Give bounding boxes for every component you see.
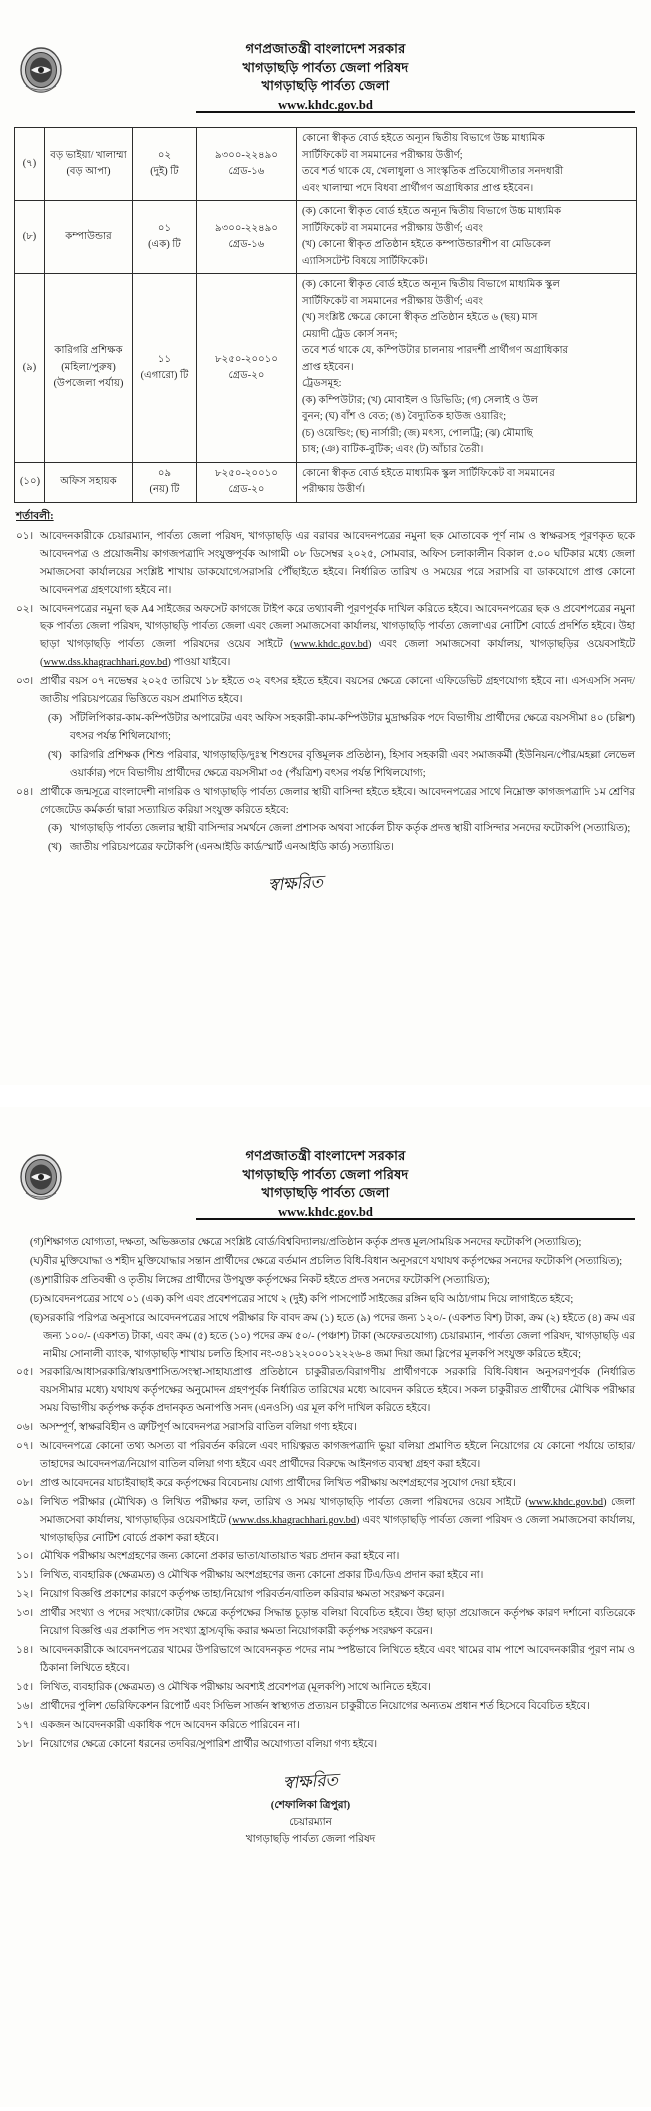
condition-number: ০৯।	[16, 1496, 34, 1508]
govt-title-line-2: খাগড়াছড়ি পার্বত্য জেলা পরিষদ	[242, 59, 409, 75]
conditions-sublist-page-2	[0, 1234, 651, 1363]
condition-number: ১৪।	[16, 1645, 34, 1657]
row-post-name: অফিস সহায়ক	[45, 462, 133, 502]
subitem-text: সরকারি পরিপত্র অনুসারে আবেদনপত্রের সাথে পরীক্ষার ফি বাবদ ক্রম (১) হতে (৯) পদের জন্য ১২০/- (একশত বিশ) টাকা, ক্রম (২) হইতে (৪) ক্রম এর জন্য ১০০/- (একশত) টাকা, এবং ক্রম (৫) হতে (১০) পদের ক্রম ৫০/- (পঞ্চাশ) টাকা (অফেরতযোগ্য) চেয়ারম্যান, পার্বত্য জেলা পরিষদ, খাগড়াছড়ি এর নামীয় সোনালী ব্যাংক, খাগড়াছড়ি শাখায় চলতি হিসাব নং-৩৪১২২০০০১২২২৬-৪ জমা দিয়া জমা স্লিপের মূলকপি সংযুক্ত করিতে হইবে;	[43, 1312, 635, 1360]
qualification-line: (খ) সংশ্লিষ্ট ক্ষেত্রে কোনো স্বীকৃত প্রতিষ্ঠান হইতে ৬ (ছয়) মাস	[302, 312, 538, 324]
row-serial: (৯)	[15, 274, 45, 463]
subitem-text: কারিগরি প্রশিক্ষক (শিশু পরিবার, খাগড়াছড়ি/দুঃস্থ শিশুদের বৃত্তিমূলক প্রতিষ্ঠান), হিসাব সহকারী এবং সমাজকর্মী (ইউনিয়ন/পৌর/মহল্লা লেভেল ওয়ার্কার) পদে বিভাগীয় প্রার্থীদের ক্ষেত্রে বয়সসীমা ৩৫ (পঁয়ত্রিশ) বৎসর পর্যন্ত শিথিলযোগ্য;	[70, 749, 635, 779]
condition-text: লিখিত, ব্যবহারিক (ক্ষেত্রমত) ও মৌখিক পরীক্ষায় অংশগ্রহণের জন্য কোনো প্রকার টিএ/ডিএ প্রদান করা হইবে না।	[40, 1570, 484, 1582]
condition-number: ০৩।	[16, 676, 34, 688]
website-link[interactable]: www.dss.khagrachhari.gov.bd	[232, 1514, 356, 1526]
condition-item	[16, 1717, 635, 1735]
condition-text: প্রাপ্ত আবেদনের যাচাইবাছাই করে কর্তৃপক্ষের বিবেচনায় যোগ্য প্রার্থীদের লিখিত পরীক্ষায় অংশগ্রহণের সুযোগ দেয়া হইবে।	[40, 1477, 516, 1489]
qualification-line: পরীক্ষায় উত্তীর্ণ।	[302, 484, 366, 496]
row-post-name: বড় ভাইয়া/ খালাম্মা (বড় আপা)	[45, 128, 133, 201]
job-positions-table	[14, 127, 637, 503]
govt-title-line-1: গণপ্রজাতন্ত্রী বাংলাদেশ সরকার	[245, 41, 406, 56]
condition-item	[16, 1736, 635, 1754]
govt-title-line-3-p2: খাগড়াছড়ি পার্বত্য জেলা	[261, 1185, 390, 1201]
condition-number: ১১।	[16, 1570, 34, 1582]
subitem-label: (ছ)	[30, 1312, 44, 1324]
qualification-line: (ক) কোনো স্বীকৃত বোর্ড হইতে অন্যূন দ্বিতীয় বিভাগে মাধ্যমিক স্কুল	[302, 279, 560, 291]
table-row	[15, 201, 637, 274]
row-vacancy-count: ০২ (দুই) টি	[133, 128, 197, 201]
condition-number: ০৫।	[16, 1367, 34, 1379]
qualification-line: ট্রেডসমূহ:	[302, 378, 342, 390]
row-pay-scale: ৯৩০০-২২৪৯০ গ্রেড-১৬	[197, 128, 297, 201]
condition-text: নিয়োগের ক্ষেত্রে কোনো ধরনের তদবির/সুপারিশ প্রার্থীর অযোগ্যতা বলিয়া গণ্য হইবে।	[40, 1738, 378, 1750]
signature-mark: স্বাক্ষরিত	[267, 872, 324, 897]
bangladesh-govt-seal-icon	[18, 46, 64, 98]
subitem-label: (খ)	[48, 842, 62, 854]
condition-subitem-row	[16, 1253, 635, 1271]
condition-item	[16, 1679, 635, 1697]
conditions-list-page-2	[0, 1364, 651, 1753]
qualification-line: কোনো স্বীকৃত বোর্ড হইতে মাধ্যমিক স্কুল সার্টিফিকেট বা সমমানের	[302, 467, 555, 479]
row-post-name: কম্পাউন্ডার	[45, 201, 133, 274]
condition-number: ১৩।	[16, 1608, 34, 1620]
condition-subitem	[40, 820, 635, 838]
website-link[interactable]: www.khdc.gov.bd	[293, 639, 368, 651]
row-post-name: কারিগরি প্রশিক্ষক (মহিলা/পুরুষ) (উপজেলা পর্যায়)	[45, 274, 133, 463]
qualification-line: (ক) কম্পিউটার; (খ) মোবাইল ও ডিভিডি; (গ) সেলাই ও উল	[302, 394, 539, 406]
row-pay-scale: ৯৩০০-২২৪৯০ গ্রেড-১৬	[197, 201, 297, 274]
condition-item	[16, 673, 635, 782]
condition-text: প্রার্থীর সংখ্যা ও পদের সংখ্যা/কোটার ক্ষেত্রে কর্তৃপক্ষের সিদ্ধান্ত চূড়ান্ত বলিয়া বিবেচিত হইবে। উহা ছাড়া প্রয়োজনে কর্তৃপক্ষ কারণ দর্শানো ব্যতিরেকে নিয়োগ বিজ্ঞপ্তি এর প্রকাশিত পদ সংখ্যা হ্রাস/বৃদ্ধি করার ক্ষমতা নিয়োগকারী কর্তৃপক্ষ সংরক্ষণ করেন।	[40, 1608, 635, 1638]
condition-text: মৌখিক পরীক্ষায় অংশগ্রহণের জন্য কোনো প্রকার ভাতা/যাতায়াত খরচ প্রদান করা হইবে না।	[40, 1551, 400, 1563]
condition-number: ০২।	[16, 603, 34, 615]
qualification-line: (ক) কোনো স্বীকৃত বোর্ড হইতে অন্যূন দ্বিতীয় বিভাগে উচ্চ মাধ্যমিক	[302, 206, 562, 218]
condition-number: ১৭।	[16, 1719, 34, 1731]
conditions-heading: শর্তাবলী:	[16, 510, 54, 522]
condition-subitem	[40, 710, 635, 746]
letterhead-page-2	[0, 1107, 651, 1222]
row-qualification	[297, 274, 637, 463]
condition-text: লিখিত, ব্যবহারিক (ক্ষেত্রমত) ও মৌখিক পরীক্ষায় অবশ্যই প্রবেশপত্র (মূলকপি) সাথে আনিতে হইবে।	[40, 1681, 431, 1693]
qualification-line: (চ) ওয়েল্ডিং; (ছ) নার্সারী; (জ) মৎস্য, পোলট্রি; (ঝ) মৌমাছি	[302, 427, 533, 439]
row-serial: (১০)	[15, 462, 45, 502]
row-vacancy-count: ০৯ (নয়) টি	[133, 462, 197, 502]
condition-subitem-row	[16, 1234, 635, 1252]
qualification-line: চাষ; (ঞ) বাটিক-বুটিক; এবং (ট) আঁচার তৈরী।	[302, 444, 484, 456]
qualification-line: তবে শর্ত থাকে যে, খেলাধুলা ও সাংস্কৃতিক প্রতিযোগীতার সনদধারী	[302, 166, 564, 178]
row-qualification	[297, 462, 637, 502]
condition-item	[16, 1438, 635, 1474]
condition-text: প্রার্থীকে জন্মসূত্রে বাংলাদেশী নাগরিক ও খাগড়াছড়ি পার্বত্য জেলার স্থায়ী বাসিন্দা হইতে হইবে। আবেদনপত্রের সাথে নিম্নোক্ত কাগজপত্রাদি ১ম শ্রেণির গেজেটেড কর্মকর্তা দ্বারা সত্যায়িত করিয়া সংযুক্ত করিতে হইবে: (ক) খাগড়াছড়ি পার্বত্য জেলার স্থায়ী বাসিন্দার সমর্থনে জেলা প্রশাসক অথবা সার্কেল চীফ কর্তৃক প্রদত্ত স্থায়ী বাসিন্দার সনদের ফটোকপি (সত্যায়িত); (খ) জাতীয় পরিচয়পত্রের ফটোকপি (এনআইডি কার্ড/স্মার্ট এনআইডি কার্ড) সত্যায়িত।	[40, 784, 635, 858]
qualification-line: সার্টিফিকেট বা সমমানের পরীক্ষায় উত্তীর্ণ; এবং	[302, 295, 483, 307]
qualification-line: সার্টিফিকেট বা সমমানের পরীক্ষায় উত্তীর্ণ; এবং	[302, 222, 483, 234]
conditions-list-page-1	[0, 528, 651, 857]
subitem-label: (ক)	[48, 712, 63, 724]
condition-subitem-row	[16, 1272, 635, 1290]
condition-subitem-row	[16, 1291, 635, 1309]
subitem-text: জাতীয় পরিচয়পত্রের ফটোকপি (এনআইডি কার্ড/স্মার্ট এনআইডি কার্ড) সত্যায়িত।	[70, 842, 394, 854]
condition-item	[16, 1548, 635, 1566]
letterhead-page-1	[0, 0, 651, 115]
subitem-text: আবেদনপত্রের সাথে ০১ (এক) কপি এবং প্রবেশপত্রের সাথে ২ (দুই) কপি পাসপোর্ট সাইজের রঙ্গিন ছবি আঠা/গাম দিয়ে লাগাইতে হইবে;	[42, 1293, 574, 1305]
qualification-line: (খ) কোনো স্বীকৃত প্রতিষ্ঠান হইতে কম্পাউন্ডারশীপ বা মেডিকেল	[302, 239, 551, 251]
subitem-label: (গ)	[30, 1237, 44, 1249]
table-row	[15, 128, 637, 201]
condition-number: ১০।	[16, 1551, 34, 1563]
row-qualification	[297, 201, 637, 274]
page-1-signature	[0, 871, 651, 899]
subitem-label: (ক)	[48, 823, 63, 835]
condition-number: ০৮।	[16, 1477, 34, 1489]
condition-text: আবেদনপত্রে কোনো তথ্য অসত্য বা পরিবর্তন করিলে এবং দায়িত্বরত কাগজপত্রাদি ভুয়া বলিয়া প্রমাণিত হইলে নিয়োগের যে কোনো পর্যায়ে তাহার/তাহাদের আবেদনপত্র/নিয়োগ বাতিল বলিয়া গণ্য হইবে এবং প্রার্থীদের বিরুদ্ধে আইনগত ব্যবস্থা গ্রহণ করা হইবে।	[40, 1441, 635, 1470]
condition-number: ১৮।	[16, 1738, 34, 1750]
govt-title-line-2-p2: খাগড়াছড়ি পার্বত্য জেলা পরিষদ	[242, 1166, 409, 1182]
page-separator	[0, 1085, 651, 1107]
condition-subitem	[40, 839, 635, 857]
condition-item	[16, 1475, 635, 1493]
condition-subitem	[40, 747, 635, 783]
condition-number: ১৬।	[16, 1700, 34, 1712]
qualification-line: এ্যাসিসটেন্ট বিষয়ে সার্টিফিকেট।	[302, 255, 429, 267]
row-qualification	[297, 128, 637, 201]
condition-text: আবেদনকারীকে চেয়ারম্যান, পার্বত্য জেলা পরিষদ, খাগড়াছড়ি এর বরাবর আবেদনপত্রের নমুনা ছক মোতাবেক পূর্ণ নাম ও স্বাক্ষরসহ পূরণকৃত ছকে আবেদনপত্র ও প্রয়োজনীয় কাগজপত্রাদি সংযুক্তপূর্বক আগামী ০৮ ডিসেম্বর ২০২৫, সোমবার, অফিস চলাকালীন বিকাল ৫.০০ ঘটিকার মধ্যে জেলা সমাজসেবা কার্যালয়ের সংশ্লিষ্ট শাখায় ডাকযোগে/সরাসরি পৌঁছাইতে হইবে। নির্ধারিত তারিখ ও সময়ের পরে সরাসরি বা ডাকযোগে প্রাপ্ত কোনো আবেদনপত্র গ্রহণযোগ্য হইবে না।	[40, 530, 635, 596]
govt-title-line-3: খাগড়াছড়ি পার্বত্য জেলা	[261, 78, 390, 94]
website-link[interactable]: www.dss.khagrachhari.gov.bd	[43, 657, 168, 669]
condition-number: ১৫।	[16, 1681, 34, 1693]
condition-item	[16, 1586, 635, 1604]
subitem-text: খাগড়াছড়ি পার্বত্য জেলার স্থায়ী বাসিন্দার সমর্থনে জেলা প্রশাসক অথবা সার্কেল চীফ কর্তৃক প্রদত্ত স্থায়ী বাসিন্দার সনদের ফটোকপি (সত্যায়িত);	[70, 823, 631, 835]
condition-number: ১২।	[16, 1589, 34, 1601]
condition-item	[16, 784, 635, 858]
signatory-organization: খাগড়াছড়ি পার্বত্য জেলা পরিষদ	[245, 1834, 376, 1846]
condition-item	[16, 1698, 635, 1716]
table-row	[15, 462, 637, 502]
condition-text: অসম্পূর্ণ, স্বাক্ষরবিহীন ও ত্রুটিপূর্ণ আবেদনপত্র সরাসরি বাতিল বলিয়া গণ্য হইবে।	[40, 1422, 357, 1434]
table-row	[15, 274, 637, 463]
condition-text: সরকারি/আধাসরকারি/স্বায়ত্তশাসিত/সংস্থা-সাহায্যপ্রাপ্ত প্রতিষ্ঠানে চাকুরীরত/বিরাগণীয় প্রার্থীগণকে সরকারি বিধি-বিধান অনুসরণপূর্বক (নির্ধারিত বয়সসীমার মধ্যে) যথাযথ কর্তৃপক্ষের অনুমোদন গ্রহণপূর্বক নির্ধারিত তারিখের মধ্যে আবেদন করিতে হইবে। সকল চাকুরীরত প্রার্থীদের মৌখিক পরীক্ষার সময় বিভাগীয় কর্তৃপক্ষ কর্তৃক প্রদানকৃত অনাপত্তি সনদ (এনওসি) এর মূল কপি দাখিল করিতে হইবে।	[40, 1367, 635, 1415]
subitem-label: (ঙ)	[30, 1274, 45, 1286]
subitem-label: (খ)	[48, 749, 62, 761]
row-vacancy-count: ০১ (এক) টি	[133, 201, 197, 274]
govt-title-line-1-p2: গণপ্রজাতন্ত্রী বাংলাদেশ সরকার	[245, 1148, 406, 1163]
subitem-text: শিক্ষাগত যোগ্যতা, দক্ষতা, অভিজ্ঞতার ক্ষেত্রে সংশ্লিষ্ট বোর্ড/বিশ্ববিদ্যালয়/প্রতিষ্ঠান কর্তৃক প্রদত্ত মূল/সাময়িক সনদের ফটোকপি (সত্যায়িত);	[43, 1237, 582, 1249]
condition-item	[16, 1567, 635, 1585]
condition-item	[16, 1642, 635, 1678]
subitem-text: বীর মুক্তিযোদ্ধা ও শহীদ মুক্তিযোদ্ধার সন্তান প্রার্থীদের ক্ষেত্রে বর্তমান প্রচলিত বিধি-বিধান অনুসরণে যথাযথ কর্তৃপক্ষের সনদের ফটোকপি (সত্যায়িত);	[43, 1255, 623, 1267]
condition-item	[16, 601, 635, 673]
page-2-signature-block	[0, 1769, 651, 1849]
condition-text: নিয়োগ বিজ্ঞপ্তি প্রকাশের কারণে কর্তৃপক্ষ তাহা/নিয়োগ পরিবর্তন/বাতিল করিবার ক্ষমতা সংরক্ষণ করেন।	[40, 1589, 445, 1601]
subitem-text: শারীরিক প্রতিবন্ধী ও তৃতীয় লিঙ্গের প্রার্থীদের উপযুক্ত কর্তৃপক্ষের নিকট হইতে প্রদত্ত সনদের ফটোকপি (সত্যায়িত);	[44, 1274, 490, 1286]
condition-number: ০৭।	[16, 1441, 34, 1453]
qualification-line: কোনো স্বীকৃত বোর্ড হইতে অন্যূন দ্বিতীয় বিভাগে উচ্চ মাধ্যমিক	[302, 133, 545, 145]
condition-text: প্রার্থীর বয়স ০৭ নভেম্বর ২০২৫ তারিখে ১৮ হইতে ৩২ বৎসর হইতে হইবে। বয়সের ক্ষেত্রে কোনো এফিডেভিট গ্রহণযোগ্য হইবে না। এসএসসি সনদ/জাতীয় পরিচয়পত্রের ভিত্তিতে বয়স প্রমাণিত হইবে। (ক) সাঁটলিপিকার-কাম-কম্পিউটার অপারেটর এবং অফিস সহকারী-কাম-কম্পিউটার মুদ্রাক্ষরিক পদে বিভাগীয় প্রার্থীদের ক্ষেত্রে বয়সসীমা ৪০ (চল্লিশ) বৎসর পর্যন্ত শিথিলযোগ্য; (খ) কারিগরি প্রশিক্ষক (শিশু পরিবার, খাগড়াছড়ি/দুঃস্থ শিশুদের বৃত্তিমূলক প্রতিষ্ঠান), হিসাব সহকারী এবং সমাজকর্মী (ইউনিয়ন/পৌর/মহল্লা লেভেল ওয়ার্কার) পদে বিভাগীয় প্রার্থীদের ক্ষেত্রে বয়সসীমা ৩৫ (পঁয়ত্রিশ) বৎসর পর্যন্ত শিথিলযোগ্য;	[40, 673, 635, 782]
qualification-line: বুনন; (ঘ) বাঁশ ও বেত; (ঙ) বৈদ্যুতিক হাউজ ওয়ারিং;	[302, 411, 507, 423]
condition-text: লিখিত পরীক্ষার (মৌখিক) ও লিখিত পরীক্ষার ফল, তারিখ ও সময় খাগড়াছড়ি পার্বত্য জেলা পরিষদের ওয়েব সাইটে (www.khdc.gov.bd) জেলা সমাজসেবা কার্যালয়, খাগড়াছড়ির ওয়েবসাইটে (www.dss.khagrachhari.gov.bd) এবং খাগড়াছড়ি পার্বত্য জেলা পরিষদ ও জেলা সমাজসেবা কার্যালয়, খাগড়াছড়ির নোটিশ বোর্ডে প্রকাশ করা হইবে।	[40, 1496, 635, 1544]
website-url-p2: www.khdc.gov.bd	[278, 1205, 373, 1220]
signatory-role: চেয়ারম্যান	[289, 1817, 332, 1829]
qualification-line: প্রাপ্ত হইবেন।	[302, 361, 354, 373]
condition-number: ০৬।	[16, 1422, 34, 1434]
condition-subitem-row	[16, 1310, 635, 1364]
signature-mark-footer: স্বাক্ষরিত	[282, 1770, 339, 1795]
document-page-2	[0, 1107, 651, 2107]
signatory-name: (শেফালিকা ত্রিপুরা)	[270, 1800, 351, 1812]
website-url: www.khdc.gov.bd	[278, 98, 373, 113]
condition-number: ০৪।	[16, 786, 34, 798]
qualification-line: এবং খালাম্মা পদে বিধবা প্রার্থীগণ অগ্রাধিকার প্রাপ্ত হইবেন।	[302, 182, 534, 194]
job-table-body	[15, 128, 637, 503]
condition-text: একজন আবেদনকারী একাধিক পদে আবেদন করিতে পারিবেন না।	[40, 1719, 300, 1731]
subitem-label: (ঘ)	[30, 1255, 44, 1267]
qualification-line: সার্টিফিকেট বা সমমানের পরীক্ষায় উত্তীর্ণ;	[302, 149, 463, 161]
condition-number: ০১।	[16, 530, 34, 542]
website-link[interactable]: www.khdc.gov.bd	[528, 1496, 604, 1508]
condition-item	[16, 1364, 635, 1418]
qualification-line: মেয়াদী ট্রেড কোর্স সনদ;	[302, 328, 398, 340]
condition-text: আবেদনপত্রের নমুনা ছক A4 সাইজের অফসেট কাগজে টাইপ করে তথ্যাবলী পূরণপূর্বক দাখিল করিতে হইবে। আবেদনপত্রের ছক ও প্রবেশপত্রের নমুনা ছক পার্বত্য জেলা পরিষদ, খাগড়াছড়ি পার্বত্য জেলা এবং জেলা সমাজসেবা কার্যালয়, খাগড়াছড়ি পার্বত্য জেলা'এর নোটিশ বোর্ডে প্রদর্শিত হইবে। উহা ছাড়া খাগড়াছড়ি পার্বত্য জেলা পরিষদের ওয়েব সাইটে (www.khdc.gov.bd) এবং জেলা সমাজসেবা কার্যালয়, খাগড়াছড়ির ওয়েবসাইটে (www.dss.khagrachhari.gov.bd) পাওয়া যাইবে।	[40, 603, 636, 669]
row-vacancy-count: ১১ (এগারো) টি	[133, 274, 197, 463]
row-serial: (৭)	[15, 128, 45, 201]
condition-item	[16, 1419, 635, 1437]
qualification-line: তবে শর্ত থাকে যে, কম্পিউটার চালনায় পারদর্শী প্রার্থীগণ অগ্রাধিকার	[302, 345, 569, 357]
condition-item	[16, 1605, 635, 1641]
row-pay-scale: ৮২৫০-২০০১০ গ্রেড-২০	[197, 274, 297, 463]
subitem-label: (চ)	[30, 1293, 43, 1305]
row-serial: (৮)	[15, 201, 45, 274]
row-pay-scale: ৮২৫০-২০০১০ গ্রেড-২০	[197, 462, 297, 502]
condition-text: প্রার্থীদের পুলিশ ভেরিফিকেশন রিপোর্ট এবং সিভিল সার্জন স্বাস্থ্যগত প্রত্যয়ন চাকুরীতে নিয়োগের অন্যতম প্রধান শর্ত হিসেবে বিবেচিত হইবে।	[40, 1700, 590, 1712]
condition-item	[16, 1494, 635, 1548]
condition-text: আবেদনকারীকে আবেদনপত্রের খামের উপরিভাগে আবেদনকৃত পদের নাম স্পষ্টভাবে লিখিতে হইবে এবং খামের বাম পাশে আবেদনকারীর পূরণ নাম ও ঠিকানা লিখিতে হইবে।	[40, 1645, 635, 1674]
bangladesh-govt-seal-icon-2	[18, 1153, 64, 1205]
subitem-text: সাঁটলিপিকার-কাম-কম্পিউটার অপারেটর এবং অফিস সহকারী-কাম-কম্পিউটার মুদ্রাক্ষরিক পদে বিভাগীয় প্রার্থীদের ক্ষেত্রে বয়সসীমা ৪০ (চল্লিশ) বৎসর পর্যন্ত শিথিলযোগ্য;	[70, 712, 635, 742]
condition-item	[16, 528, 635, 600]
